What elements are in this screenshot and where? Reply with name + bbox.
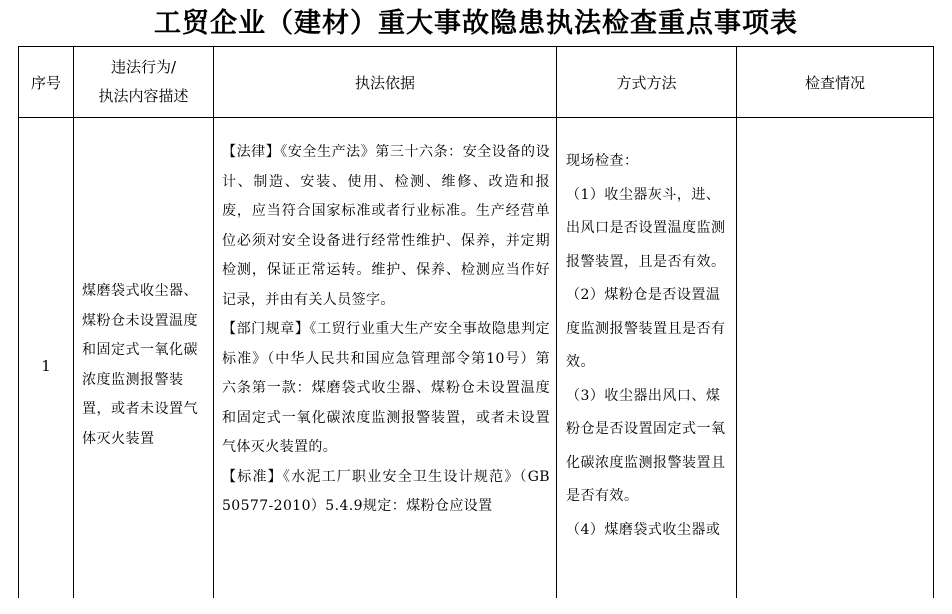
document-title: 工贸企业（建材）重大事故隐患执法检查重点事项表	[154, 8, 798, 39]
table-header-row	[19, 47, 934, 118]
page-bottom-mask	[0, 598, 952, 614]
method-intro: 现场检查：	[566, 153, 639, 169]
method-item-1: （1）收尘器灰斗，进、出风口是否设置温度监测报警装置，且是否有效。	[566, 186, 726, 270]
row-inspection-status	[737, 118, 934, 614]
table-row	[19, 118, 934, 614]
header-method: 方式方法	[557, 47, 737, 118]
inspection-table	[18, 46, 934, 614]
header-violation-description	[74, 47, 214, 118]
header-legal-basis: 执法依据	[214, 47, 557, 118]
row-legal-basis	[214, 118, 557, 614]
header-serial-number: 序号	[19, 47, 74, 118]
row-method	[557, 118, 737, 614]
basis-law-paragraph: 【法律】《安全生产法》第三十六条：安全设备的设计、制造、安装、使用、检测、维修、改造和报废，应当符合国家标准或者行业标准。生产经营单位必须对安全设备进行经常性维护、保养，并定期检测，保证正常运转。维护、保养、检测应当作好记录，并由有关人员签字。	[222, 144, 550, 308]
method-item-2: （2）煤粉仓是否设置温度监测报警装置且是否有效。	[566, 287, 726, 370]
header-desc-line2: 执法内容描述	[98, 87, 189, 105]
method-item-4: （4）煤磨袋式收尘器或	[566, 521, 721, 538]
row-serial-number: 1	[19, 118, 74, 614]
basis-regulation-paragraph: 【部门规章】《工贸行业重大生产安全事故隐患判定标准》（中华人民共和国应急管理部令第10号）第六条第一款：煤磨袋式收尘器、煤粉仓未设置温度和固定式一氧化碳浓度监测报警装置，或者未设置气体灭火装置的。	[222, 321, 550, 455]
header-desc-line1: 违法行为/	[110, 58, 177, 76]
row-violation-description: 煤磨袋式收尘器、煤粉仓未设置温度和固定式一氧化碳浓度监测报警装置，或者未设置气体灭火装置	[74, 118, 214, 614]
header-inspection-status: 检查情况	[737, 47, 934, 118]
basis-standard-paragraph: 【标准】《水泥工厂职业安全卫生设计规范》（GB 50577-2010）5.4.9规定：煤粉仓应设置	[222, 468, 550, 514]
method-item-3: （3）收尘器出风口、煤粉仓是否设置固定式一氧化碳浓度监测报警装置且是否有效。	[566, 387, 726, 504]
